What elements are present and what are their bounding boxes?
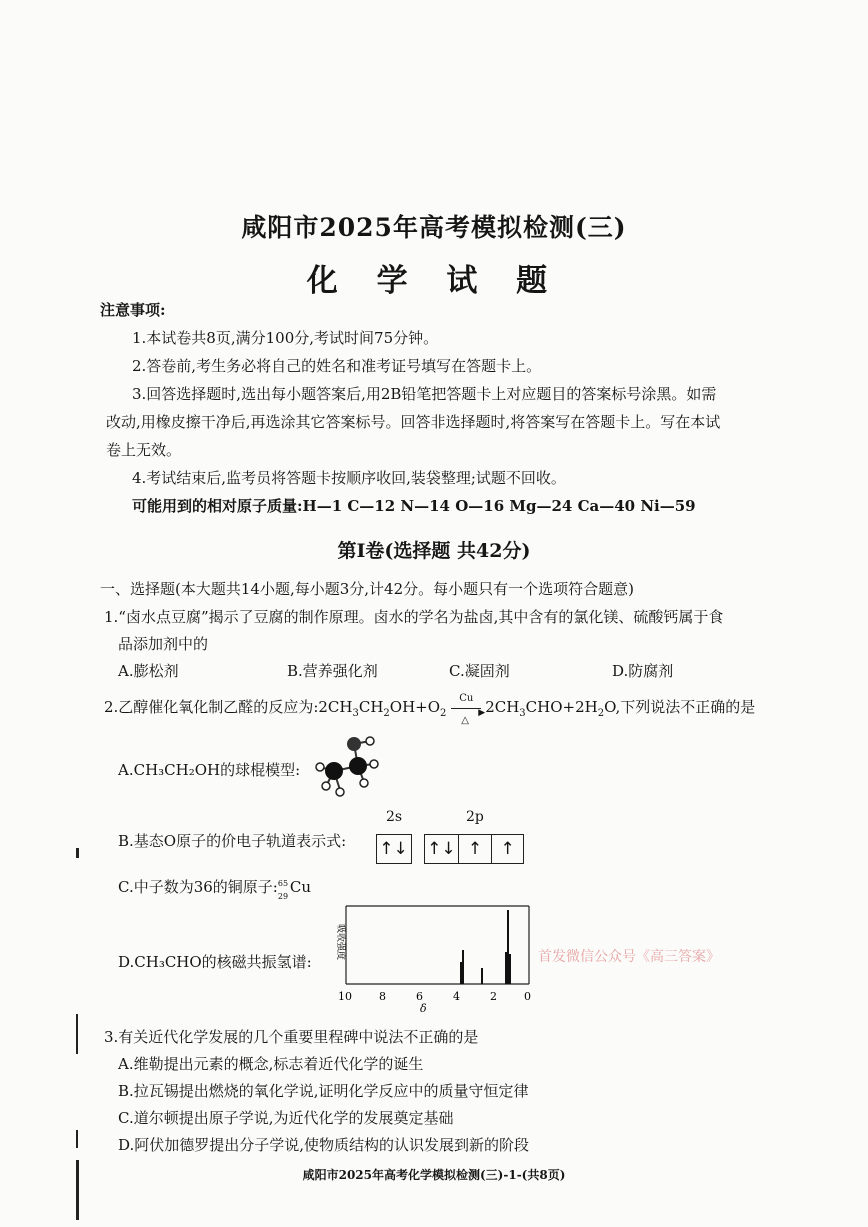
- nmr-x-tick: 4: [453, 990, 460, 1003]
- atomic-mass-line: 可能用到的相对原子质量:H—1 C—12 N—14 O—16 Mg—24 Ca—40 Ni—59: [132, 497, 696, 515]
- q3-option-d: D.阿伏加德罗提出分子学说,使物质结构的认识发展到新的阶段: [118, 1136, 530, 1154]
- nmr-x-axis-label: δ: [420, 1002, 427, 1012]
- binding-edge-mark: [76, 1130, 78, 1148]
- nmr-spectrum: [326, 902, 536, 1012]
- orbital-cell: ↑: [459, 835, 493, 863]
- binding-edge-mark: [76, 1014, 78, 1054]
- orbital-2p-label: 2p: [466, 809, 484, 825]
- ball-stick-model: [312, 734, 392, 804]
- nmr-y-axis-label: 吸收强度: [335, 924, 345, 961]
- q2-stem: 2.乙醇催化氧化制乙醛的反应为$:2CH_3CH_2OH+O_2$ Cu ▶ △ $2CH_3CHO+2H_2O$,下列说法不正确的是: [104, 697, 755, 724]
- mass-number: 65: [277, 879, 289, 888]
- watermark: 首发微信公众号《高三答案》: [538, 949, 720, 965]
- nmr-x-tick: 8: [379, 990, 386, 1003]
- orbital-2s-box: [376, 834, 412, 864]
- orbital-cell: ↑↓: [379, 839, 408, 859]
- q1-stem: 1.“卤水点豆腐”揭示了豆腐的制作原理。卤水的学名为盐卤,其中含有的氯化镁、硫酸钙属于食: [104, 608, 724, 626]
- q1-option-c: C.凝固剂: [449, 662, 510, 680]
- element-symbol: Cu: [289, 878, 311, 896]
- q2-stem-pre: 2.乙醇催化氧化制乙醛的反应为:2CH: [104, 698, 353, 716]
- notice-item-4: 4.考试结束后,监考员将答题卡按顺序收回,装袋整理;试题不回收。: [132, 469, 566, 487]
- q1-option-a: A.膨松剂: [118, 662, 179, 680]
- q2-option-c-label: C.中子数为36的铜原子:: [118, 878, 278, 896]
- q2-option-d: D.CH₃CHO的核磁共振氢谱:: [118, 953, 312, 971]
- q3-option-a: A.维勒提出元素的概念,标志着近代化学的诞生: [118, 1055, 424, 1073]
- notice-item-3: 3.回答选择题时,选出每小题答案后,用2B铅笔把答题卡上对应题目的答案标号涂黑。如需: [132, 385, 717, 403]
- notice-item-3-cont: 改动,用橡皮擦干净后,再选涂其它答案标号。回答非选择题时,将答案写在答题卡上。写在本试: [106, 413, 721, 431]
- notice-item-3-cont: 卷上无效。: [106, 441, 182, 459]
- nmr-x-tick: 6: [416, 990, 423, 1003]
- q3-option-c: C.道尔顿提出原子学说,为近代化学的发展奠定基础: [118, 1109, 454, 1127]
- catalyst-label: Cu: [459, 693, 474, 704]
- nmr-axes: [346, 906, 529, 984]
- q2-option-a: A.CH₃CH₂OH的球棍模型:: [118, 761, 301, 779]
- exam-title: 咸阳市2025年高考模拟检测(三): [241, 213, 627, 242]
- nmr-x-tick: 10: [338, 990, 352, 1003]
- orbital-2p-box: [424, 834, 524, 864]
- section-instruction: 一、选择题(本大题共14小题,每小题3分,计42分。每小题只有一个选项符合题意): [100, 580, 634, 598]
- q1-option-d: D.防腐剂: [612, 662, 674, 680]
- binding-edge-mark: [76, 1160, 79, 1220]
- q3-stem: 3.有关近代化学发展的几个重要里程碑中说法不正确的是: [104, 1028, 479, 1046]
- notice-heading: 注意事项:: [100, 301, 166, 319]
- orbital-2s-label: 2s: [386, 809, 403, 825]
- q2-option-b: B.基态O原子的价电子轨道表示式:: [118, 832, 347, 850]
- nmr-x-tick: 0: [524, 990, 531, 1003]
- notice-item-1: 1.本试卷共8页,满分100分,考试时间75分钟。: [132, 329, 439, 347]
- page-footer: 咸阳市2025年高考化学模拟检测(三)-1-(共8页): [302, 1168, 566, 1182]
- q2-option-c: [118, 877, 311, 901]
- heat-label: △: [461, 715, 469, 726]
- exam-subtitle: 化 学 试 题: [306, 263, 562, 299]
- nmr-x-tick: 2: [490, 990, 497, 1003]
- q1-option-b: B.营养强化剂: [287, 662, 378, 680]
- binding-edge-mark: [76, 848, 79, 858]
- orbital-cell: ↑: [500, 839, 515, 859]
- q1-stem-cont: 品添加剂中的: [118, 635, 209, 653]
- q2-stem-post: ,下列说法不正确的是: [615, 698, 756, 716]
- notice-item-2: 2.答卷前,考生务必将自己的姓名和准考证号填写在答题卡上。: [132, 357, 542, 375]
- section-title: 第Ⅰ卷(选择题 共42分): [337, 540, 531, 562]
- atomic-number: 29: [277, 892, 289, 901]
- nmr-peaks: [461, 910, 510, 984]
- orbital-cell: ↑↓: [425, 835, 459, 863]
- q3-option-b: B.拉瓦锡提出燃烧的氧化学说,证明化学反应中的质量守恒定律: [118, 1082, 529, 1100]
